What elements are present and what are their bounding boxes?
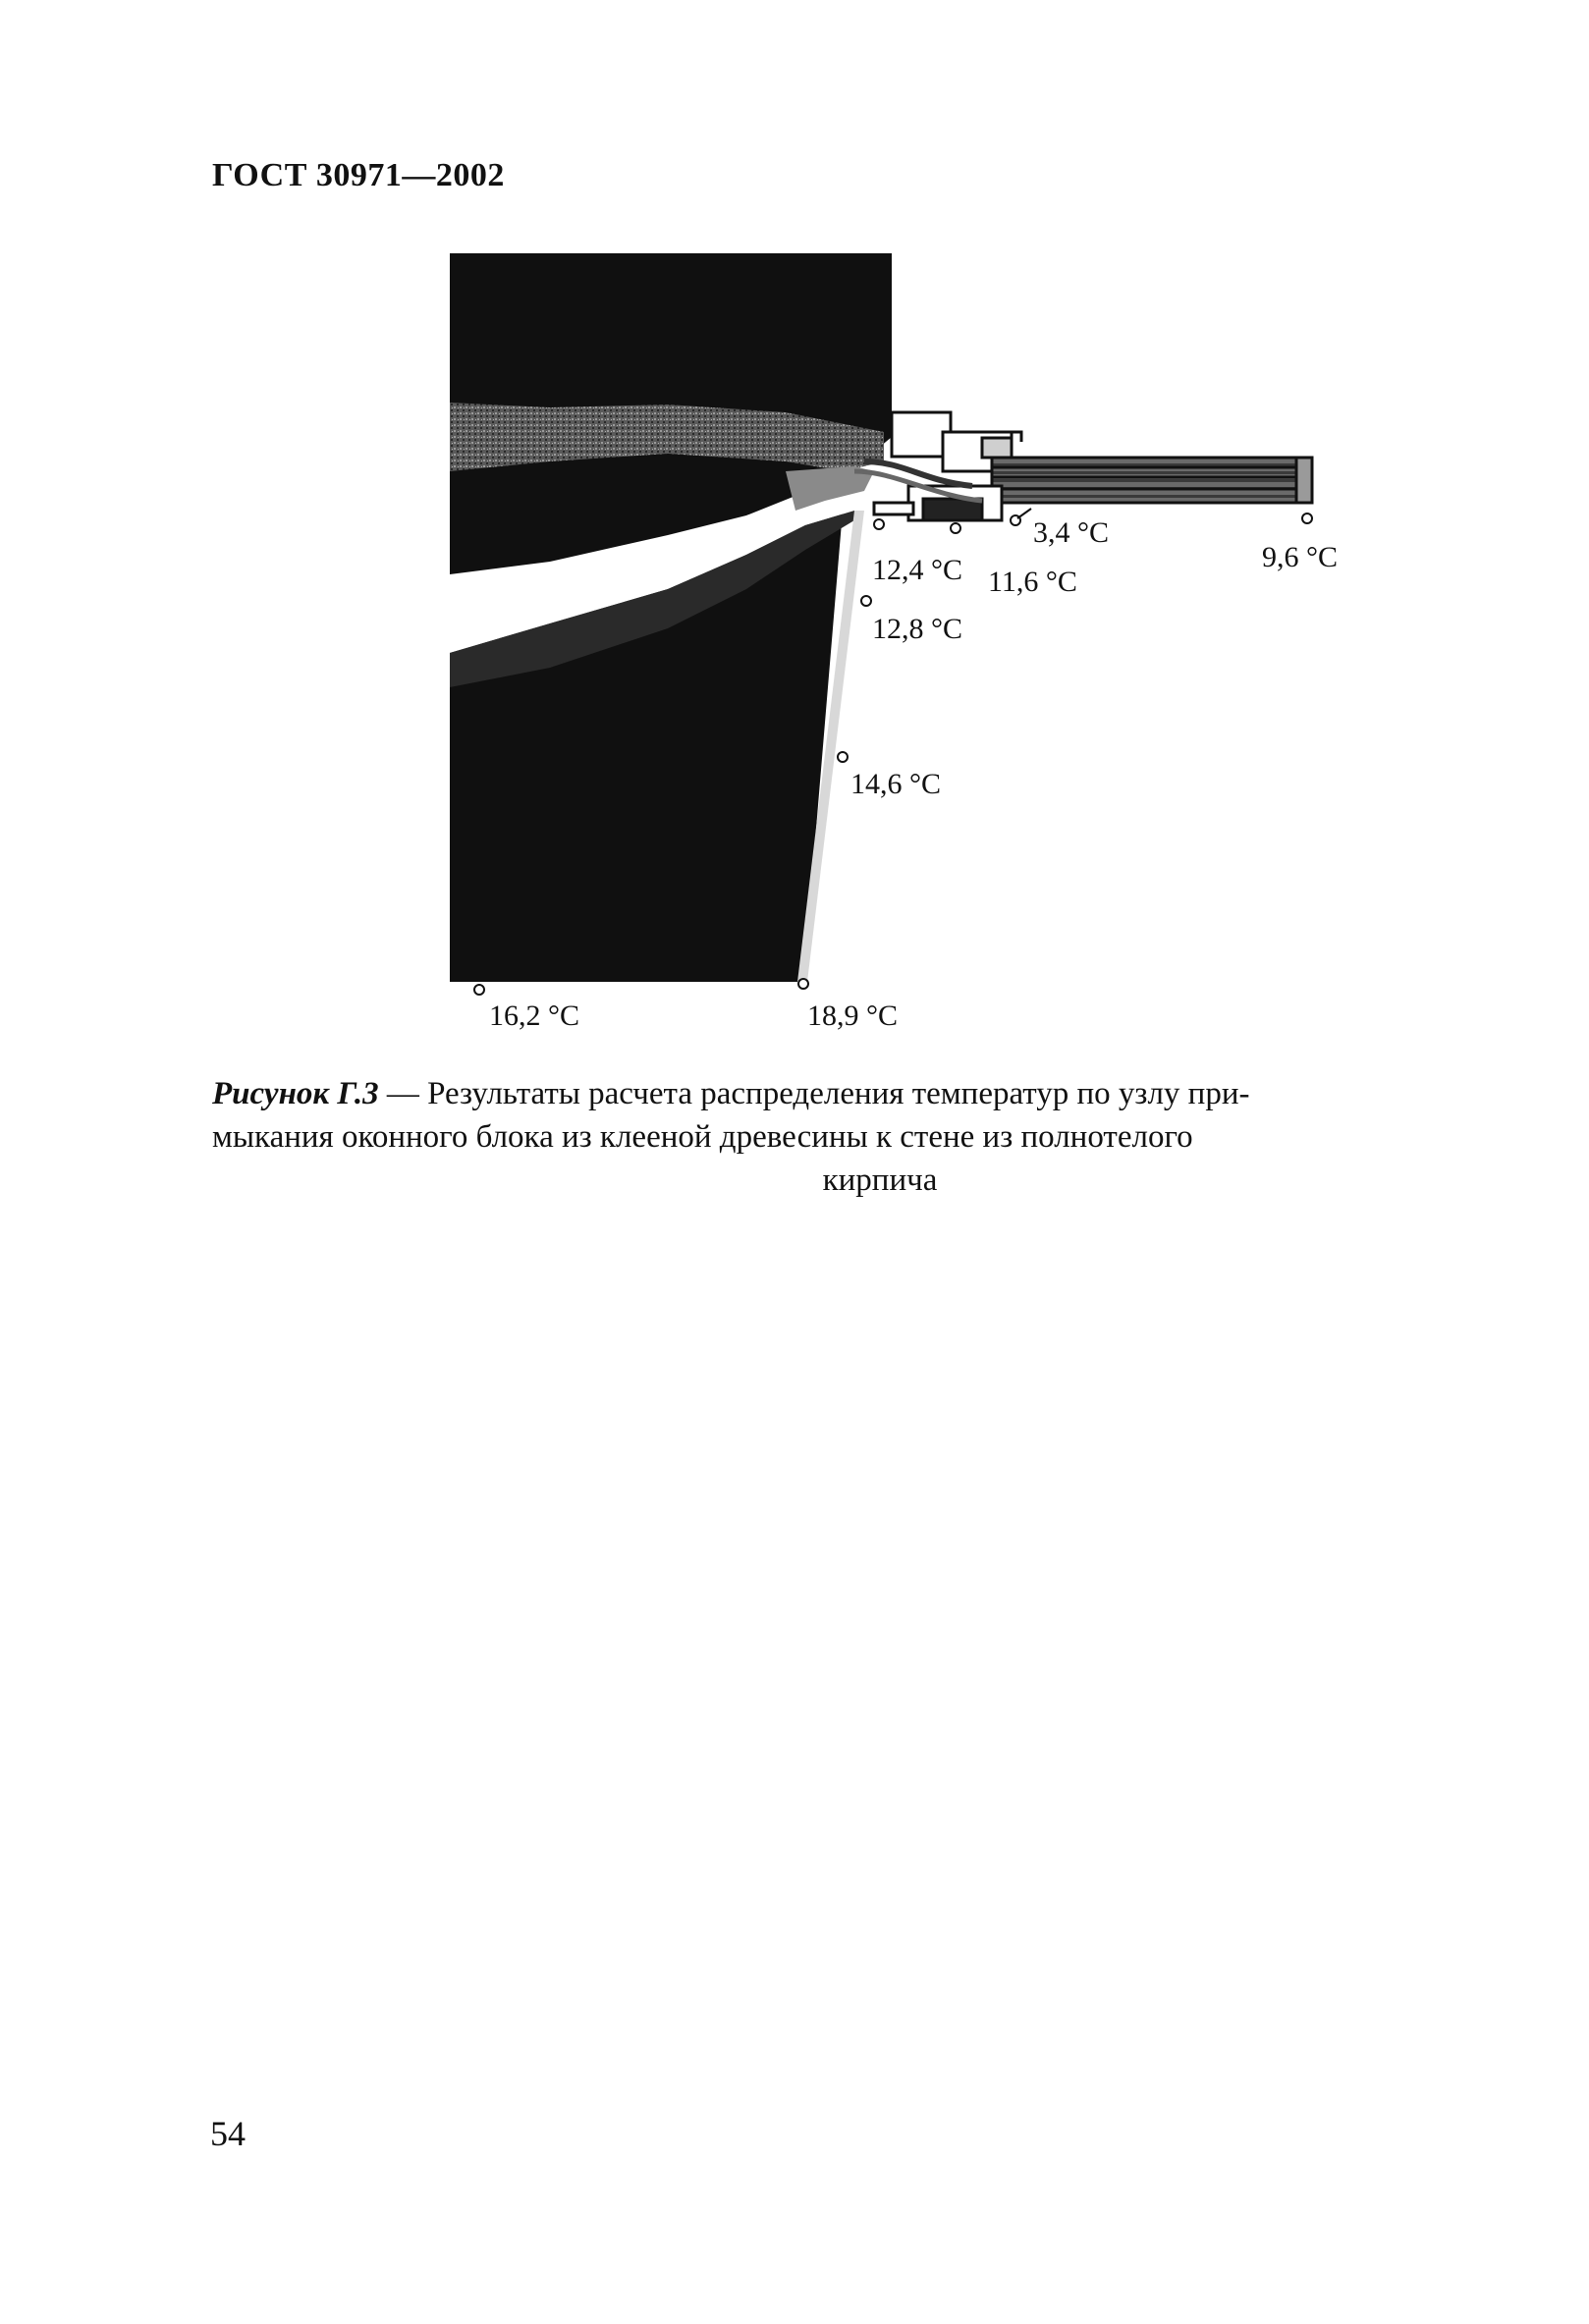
document-header: ГОСТ 30971—2002 [212,157,505,193]
label-12-8: 12,8 °C [872,613,963,645]
label-18-9: 18,9 °C [807,1000,899,1032]
label-12-4: 12,4 °C [872,554,963,586]
point-18-9 [798,979,808,989]
temperature-distribution-figure [0,0,1589,1060]
label-9-6: 9,6 °C [1262,541,1339,573]
label-14-6: 14,6 °C [850,768,942,800]
label-3-4: 3,4 °C [1033,516,1110,549]
window-block [854,412,1312,520]
wall-section [450,253,892,982]
figure-caption [212,1072,1548,1159]
label-16-2: 16,2 °C [489,1000,580,1032]
caption-text-line2: мыкания оконного блока из клееной древесины к стене из полнотелого [212,1119,1193,1155]
label-11-6: 11,6 °C [988,566,1077,598]
caption-text-line3: кирпича [822,1162,938,1198]
point-11-6 [951,523,960,533]
point-12-4 [874,519,884,529]
caption-label: Рисунок Г.3 [212,1076,379,1111]
caption-dash: — [378,1076,428,1111]
figure-drawing [0,0,1589,1060]
point-16-2 [474,985,484,995]
page-number: 54 [210,2114,246,2153]
point-14-6 [838,752,848,762]
caption-text-line1: Результаты расчета распределения температур по узлу при- [427,1076,1250,1111]
point-12-8 [861,596,871,606]
point-9-6 [1302,513,1312,523]
leader-3-4 [1017,509,1031,518]
